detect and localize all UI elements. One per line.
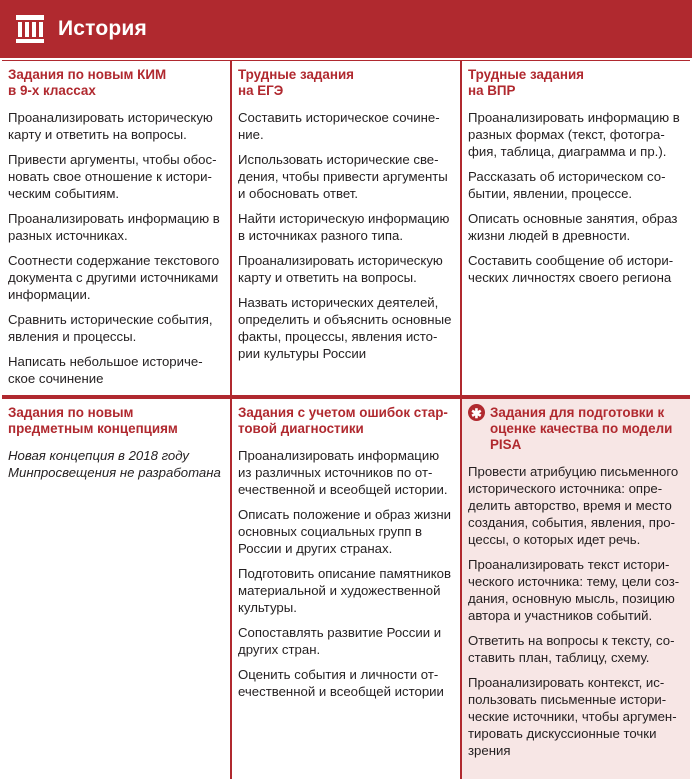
cell-pisa bbox=[462, 399, 690, 779]
list-item: Соотнести содержание текстового документа с другими источниками информации. bbox=[8, 253, 220, 302]
list-item: Составить историческое сочинение. bbox=[238, 110, 440, 142]
cell-title: Задания по новым предметным концепциям bbox=[8, 405, 178, 436]
list-item: Описать положение и образ жизни основных социальных групп в России и других странах. bbox=[238, 507, 452, 556]
list-item: Найти историческую информацию в источниках разного типа. bbox=[238, 211, 450, 243]
tasks-table bbox=[2, 60, 690, 779]
cell-ege bbox=[232, 61, 460, 395]
list-item: Проанализировать историческую карту и ответить на вопросы. bbox=[8, 110, 213, 142]
list-item: Проанализировать информацию в разных источниках. bbox=[8, 211, 220, 243]
header-title: История bbox=[58, 17, 147, 40]
list-item: Проанализировать текст исторического источника: тему, цели создания, основную мысль, позицию автора и участников событий. bbox=[468, 557, 680, 623]
cell-concepts bbox=[2, 399, 230, 779]
italic-note: Новая концепция в 2018 году Минпросвещения не разработана bbox=[8, 448, 221, 480]
list-item: Использовать исторические сведения, чтобы привести аргументы и обосновать ответ. bbox=[238, 152, 448, 201]
list-item: Назвать исторических деятелей, определить и объяснить основные факты, процессы, явления истории культуры России bbox=[238, 295, 452, 361]
list-item: Сравнить исторические события, явления и процессы. bbox=[8, 312, 213, 344]
list-item: Рассказать об историческом событии, явлении, процессе. bbox=[468, 169, 666, 201]
page-header bbox=[0, 0, 692, 58]
columns-building-icon bbox=[12, 11, 48, 47]
list-item: Описать основные занятия, образ жизни людей в древности. bbox=[468, 211, 678, 243]
list-item: Проанализировать контекст, использовать письменные исторические источники, чтобы аргументировать дискуссионные точки зрения bbox=[468, 675, 677, 758]
list-item: Проанализировать информацию из различных источников по отечественной и всеобщей истории. bbox=[238, 448, 448, 497]
list-item: Подготовить описание памятников материальной и художественной культуры. bbox=[238, 566, 452, 615]
list-item: Привести аргументы, чтобы обосновать свое отношение к историческим событиям. bbox=[8, 152, 217, 201]
list-item: Проанализировать историческую карту и ответить на вопросы. bbox=[238, 253, 443, 285]
asterisk-icon: ✱ bbox=[468, 404, 485, 421]
cell-kim-9 bbox=[2, 61, 230, 395]
cell-vpr bbox=[462, 61, 690, 395]
cell-diagnostics bbox=[232, 399, 460, 779]
cell-title-row bbox=[468, 405, 682, 463]
list-item: Оценить события и личности отечественной и всеобщей истории bbox=[238, 667, 444, 699]
cell-title: Задания с учетом ошибок стартовой диагностики bbox=[238, 405, 448, 436]
cell-title: Задания по новым КИМ в 9-х классах bbox=[8, 67, 167, 98]
cell-title: Трудные задания на ЕГЭ bbox=[238, 67, 354, 98]
list-item: Проанализировать информацию в разных формах (текст, фотография, таблица, диаграмма и пр.). bbox=[468, 110, 680, 159]
list-item: Провести атрибуцию письменного исторического источника: определить авторство, время и место создания, события, явления, процессы, о которых идет речь. bbox=[468, 464, 679, 547]
list-item: Ответить на вопросы к тексту, составить план, таблицу, схему. bbox=[468, 633, 675, 665]
list-item: Написать небольшое историческое сочинение bbox=[8, 354, 203, 386]
list-item: Сопоставлять развитие России и других стран. bbox=[238, 625, 442, 657]
list-item: Составить сообщение об исторических личностях своего региона bbox=[468, 253, 674, 285]
cell-title: Задания для подготовки к оценке качества по модели PISA bbox=[490, 405, 673, 452]
cell-title: Трудные задания на ВПР bbox=[468, 67, 584, 98]
